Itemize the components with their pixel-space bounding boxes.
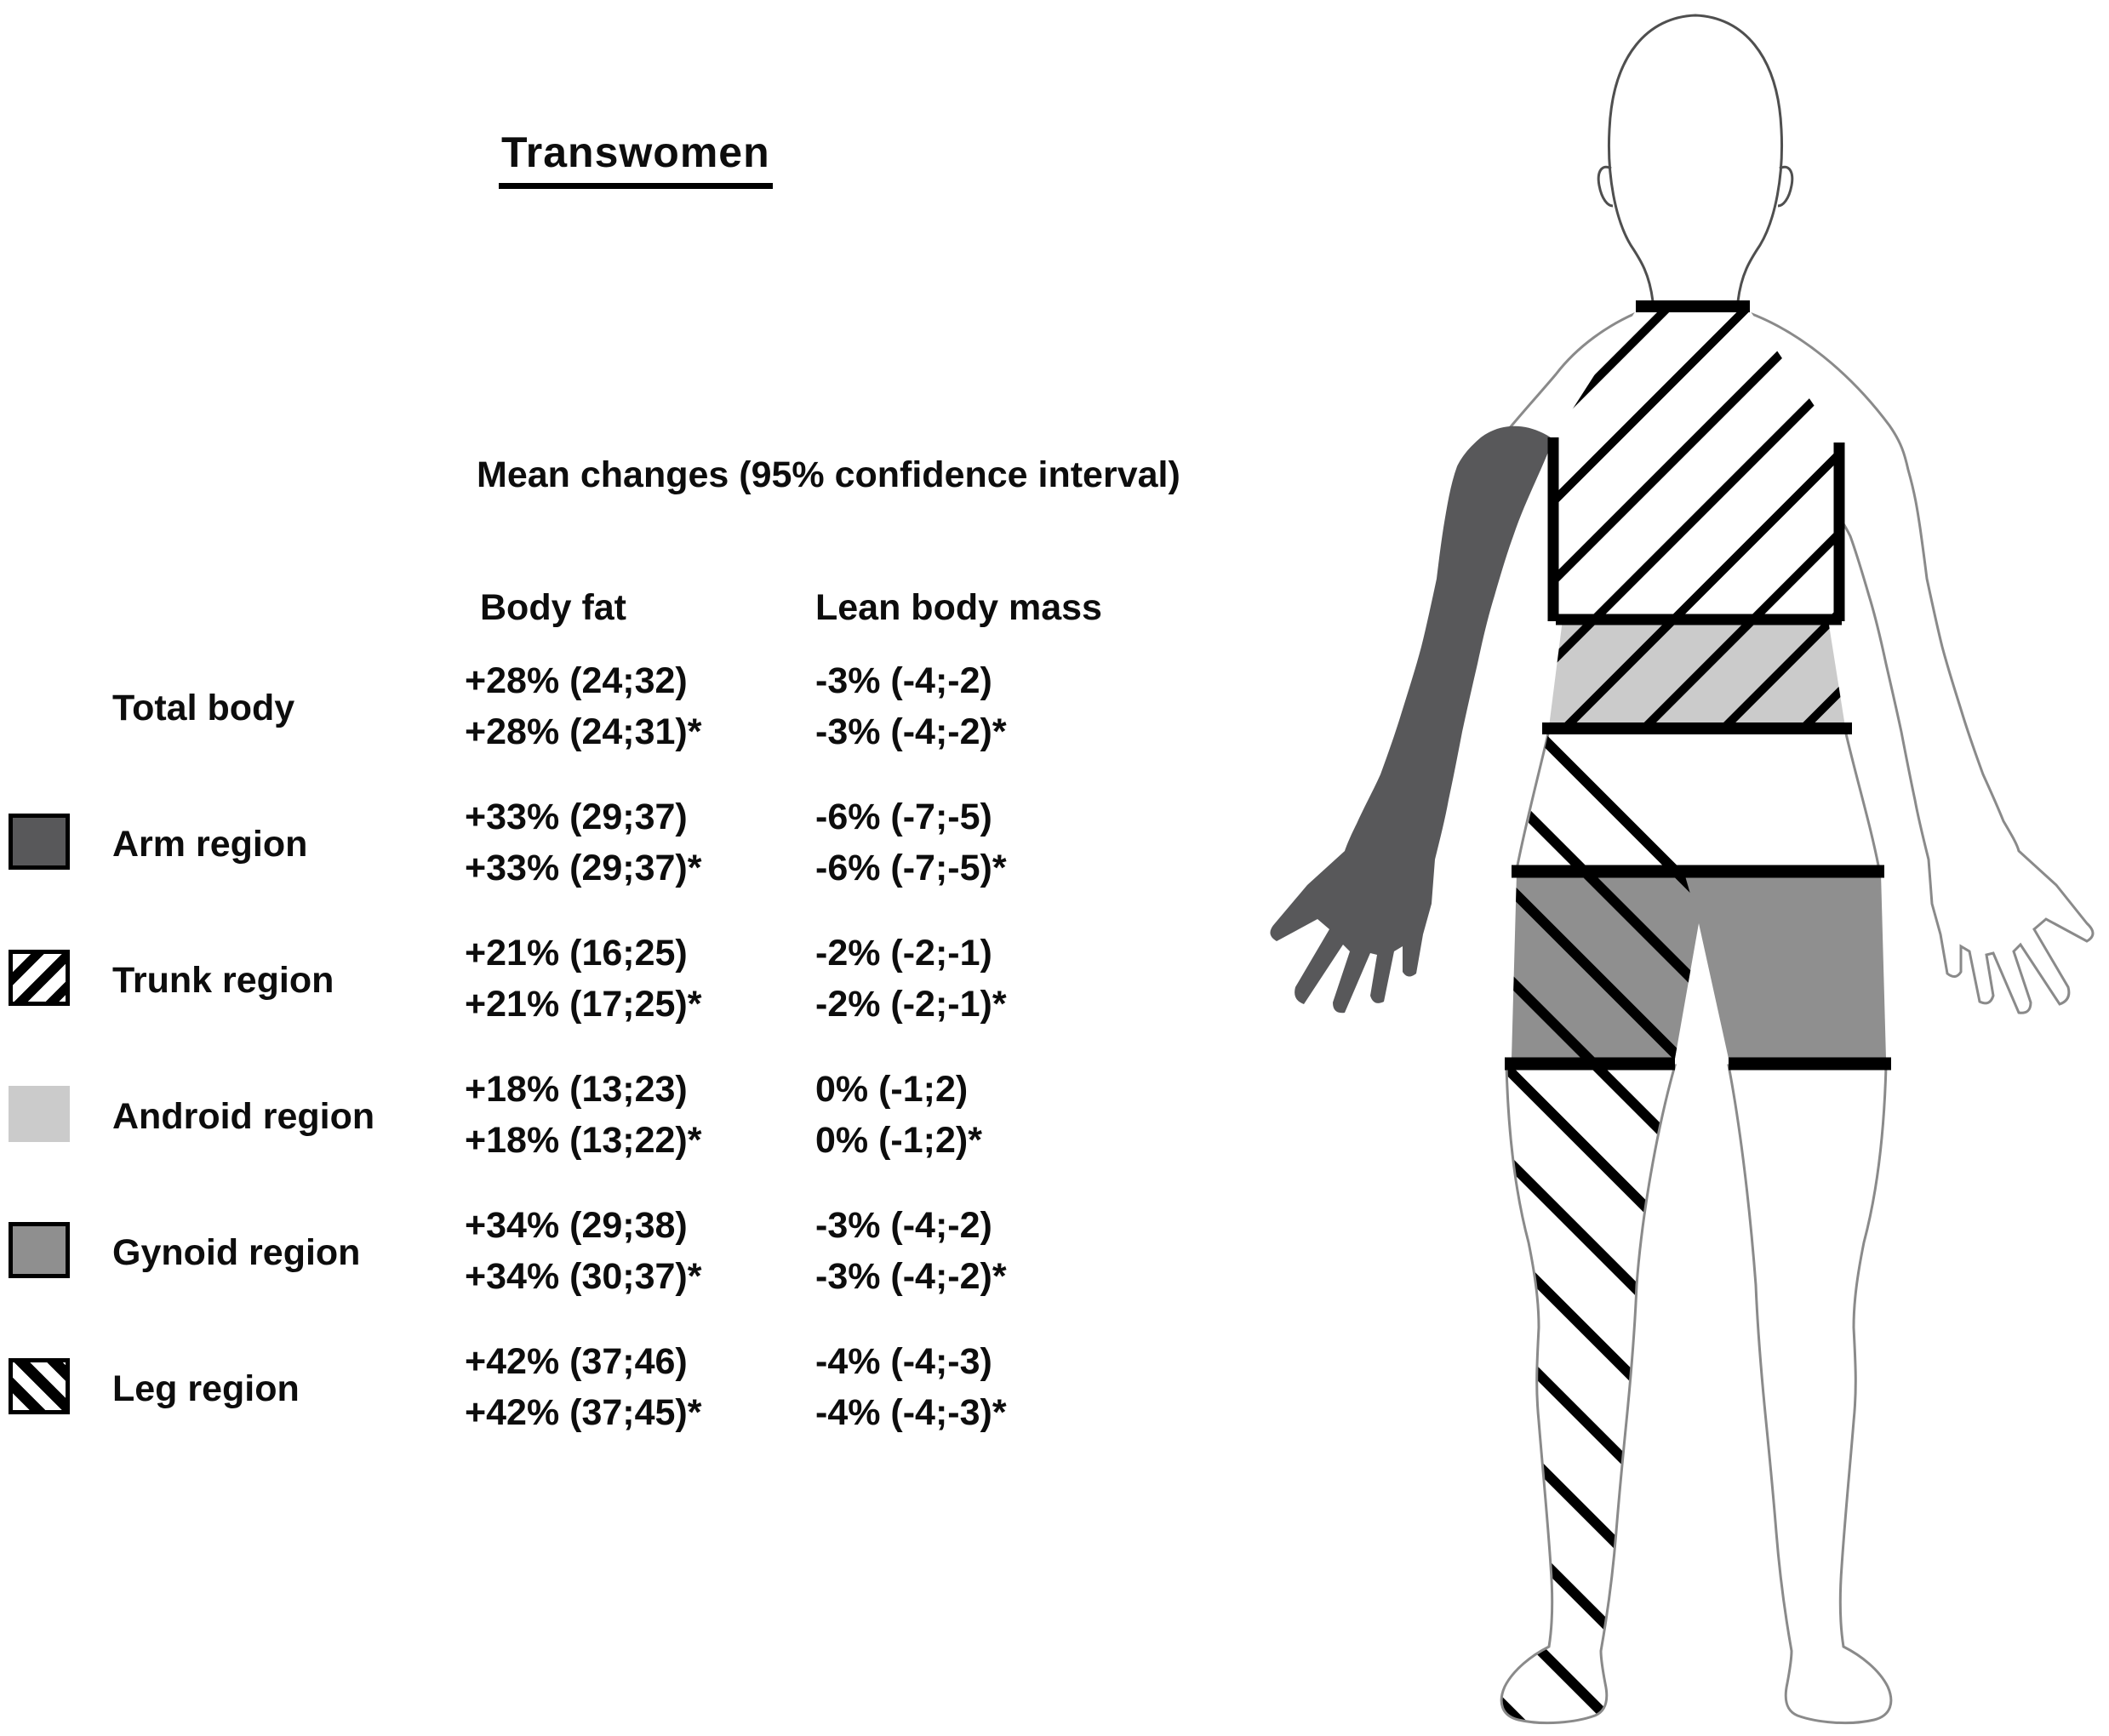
legend-row-total-body xyxy=(0,657,1243,759)
gynoid-region xyxy=(1512,873,1886,1059)
legend-row-leg-region xyxy=(0,1338,1243,1440)
lean-mass-values xyxy=(815,791,1007,894)
body-fat-value-line1: +33% (29;37) xyxy=(465,797,688,837)
column-header-body-fat: Body fat xyxy=(480,587,626,628)
lean-mass-value-line2: -2% (-2;-1)* xyxy=(815,984,1007,1025)
body-fat-value-line2: +34% (30;37)* xyxy=(465,1256,702,1297)
body-diagram xyxy=(1255,0,2109,1736)
hip-right-outline xyxy=(1845,730,1879,870)
legend-label: Android region xyxy=(112,1095,375,1137)
lean-mass-value-line2: -3% (-4;-2)* xyxy=(815,711,1007,752)
head-outline xyxy=(1598,15,1792,323)
legend-row-trunk-region xyxy=(0,929,1243,1031)
lean-mass-value-line2: -3% (-4;-2)* xyxy=(815,1256,1007,1297)
body-fat-value-line2: +18% (13;22)* xyxy=(465,1120,702,1161)
legend-swatch-trunk-region xyxy=(9,950,70,1006)
body-fat-value-line1: +28% (24;32) xyxy=(465,660,688,701)
body-fat-value-line2: +42% (37;45)* xyxy=(465,1392,702,1433)
body-fat-values xyxy=(465,1200,701,1302)
lean-mass-values xyxy=(815,655,1007,757)
body-fat-values xyxy=(465,928,701,1030)
legend-label: Leg region xyxy=(112,1368,300,1409)
body-fat-value-line2: +21% (17;25)* xyxy=(465,984,702,1025)
legend-swatch-gynoid-region xyxy=(9,1222,70,1278)
lean-mass-values xyxy=(815,1336,1007,1438)
lean-mass-value-line2: -4% (-4;-3)* xyxy=(815,1392,1007,1433)
lean-mass-value-line1: -4% (-4;-3) xyxy=(815,1341,992,1382)
legend-row-arm-region xyxy=(0,793,1243,895)
body-fat-value-line2: +33% (29;37)* xyxy=(465,848,702,888)
body-fat-value-line1: +21% (16;25) xyxy=(465,933,688,974)
legend-swatch-leg-region xyxy=(9,1358,70,1414)
body-fat-value-line1: +34% (29;38) xyxy=(465,1205,688,1246)
lean-mass-value-line1: -2% (-2;-1) xyxy=(815,933,992,974)
body-fat-value-line1: +18% (13;23) xyxy=(465,1069,688,1110)
lean-mass-value-line1: -3% (-4;-2) xyxy=(815,1205,992,1246)
legend-swatch-android-region xyxy=(9,1086,70,1142)
page-title: Transwomen xyxy=(499,128,773,189)
lean-mass-values xyxy=(815,1064,982,1166)
lean-mass-value-line1: 0% (-1;2) xyxy=(815,1069,969,1110)
table-subtitle: Mean changes (95% confidence interval) xyxy=(477,454,1180,495)
body-fat-values xyxy=(465,791,701,894)
arm-region-dark xyxy=(1270,426,1553,1014)
legend-label: Arm region xyxy=(112,823,308,865)
lean-mass-value-line1: -6% (-7;-5) xyxy=(815,797,992,837)
legend-label: Gynoid region xyxy=(112,1231,361,1273)
column-header-lean-body-mass: Lean body mass xyxy=(815,587,1102,628)
legend-label: Total body xyxy=(112,687,295,728)
leg-region-right xyxy=(1729,1065,1891,1723)
lean-mass-values xyxy=(815,1200,1007,1302)
body-diagram-svg xyxy=(1255,0,2109,1736)
body-fat-values xyxy=(465,1064,701,1166)
hip-area xyxy=(1517,730,1879,870)
legend-swatch-arm-region xyxy=(9,814,70,870)
lean-mass-value-line1: -3% (-4;-2) xyxy=(815,660,992,701)
body-fat-value-line2: +28% (24;31)* xyxy=(465,711,702,752)
legend-label: Trunk region xyxy=(112,959,334,1001)
leg-region-left xyxy=(1501,1065,1675,1723)
legend-row-android-region xyxy=(0,1065,1243,1168)
lean-mass-values xyxy=(815,928,1007,1030)
body-fat-value-line1: +42% (37;46) xyxy=(465,1341,688,1382)
lean-mass-value-line2: 0% (-1;2)* xyxy=(815,1120,982,1161)
body-fat-values xyxy=(465,655,701,757)
legend-row-gynoid-region xyxy=(0,1202,1243,1304)
android-region xyxy=(1549,620,1845,727)
body-fat-values xyxy=(465,1336,701,1438)
lean-mass-value-line2: -6% (-7;-5)* xyxy=(815,848,1007,888)
